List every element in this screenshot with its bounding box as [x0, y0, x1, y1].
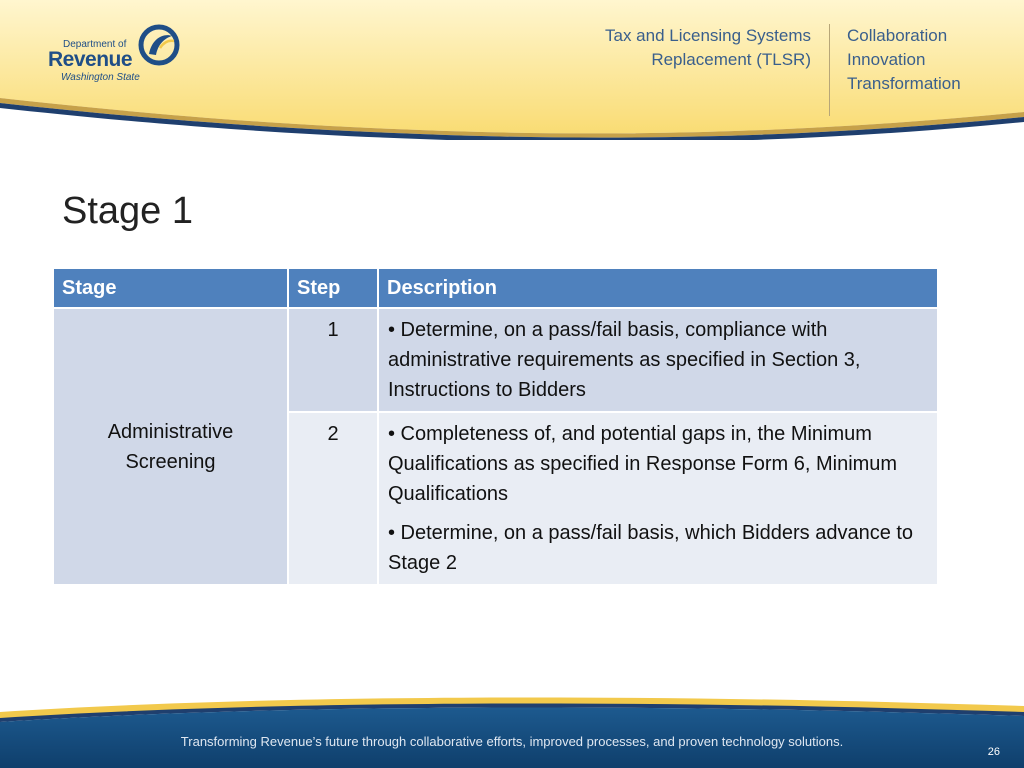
value-transformation: Transformation — [847, 74, 961, 93]
dor-logo[interactable] — [46, 24, 196, 84]
project-title-line-1: Tax and Licensing Systems — [605, 26, 811, 45]
value-innovation: Innovation — [847, 50, 926, 69]
description-bullet: • Determine, on a pass/fail basis, which Bidders advance to Stage 2 — [388, 522, 914, 574]
column-header-description: Description — [378, 268, 938, 308]
evaluation-table — [52, 267, 939, 586]
header-divider — [829, 24, 830, 116]
column-header-stage: Stage — [53, 268, 288, 308]
logo-dept-label: Department of — [63, 39, 127, 50]
step-cell: 1 — [288, 308, 378, 412]
stage-cell — [53, 308, 288, 585]
value-collaboration: Collaboration — [847, 26, 948, 45]
footer-band — [0, 668, 1024, 768]
column-header-step: Step — [288, 268, 378, 308]
table-row — [53, 308, 938, 412]
description-bullet: • Completeness of, and potential gaps in, the Minimum Qualifications as specified in Response Form 6, Minimum Qualifications — [388, 423, 898, 505]
table-header-row — [53, 268, 938, 308]
project-title-line-2: Replacement (TLSR) — [651, 50, 811, 69]
description-cell — [378, 412, 938, 585]
logo-name: Revenue — [48, 48, 133, 71]
footer-tagline: Transforming Revenue’s future through collaborative efforts, improved processes, and proven technology solutions. — [180, 734, 844, 749]
slide-title: Stage 1 — [62, 190, 193, 232]
page-number: 26 — [987, 746, 1000, 758]
values-list — [847, 24, 961, 96]
step-cell: 2 — [288, 412, 378, 585]
description-bullet: • Determine, on a pass/fail basis, compliance with administrative requirements as specified in Section 3, Instructions to Bidders — [388, 319, 861, 401]
project-title — [605, 24, 811, 72]
stage-name: Administrative Screening — [107, 420, 234, 473]
description-cell — [378, 308, 938, 412]
dor-swoosh-logo-icon — [138, 24, 180, 66]
logo-state: Washington State — [61, 72, 140, 83]
